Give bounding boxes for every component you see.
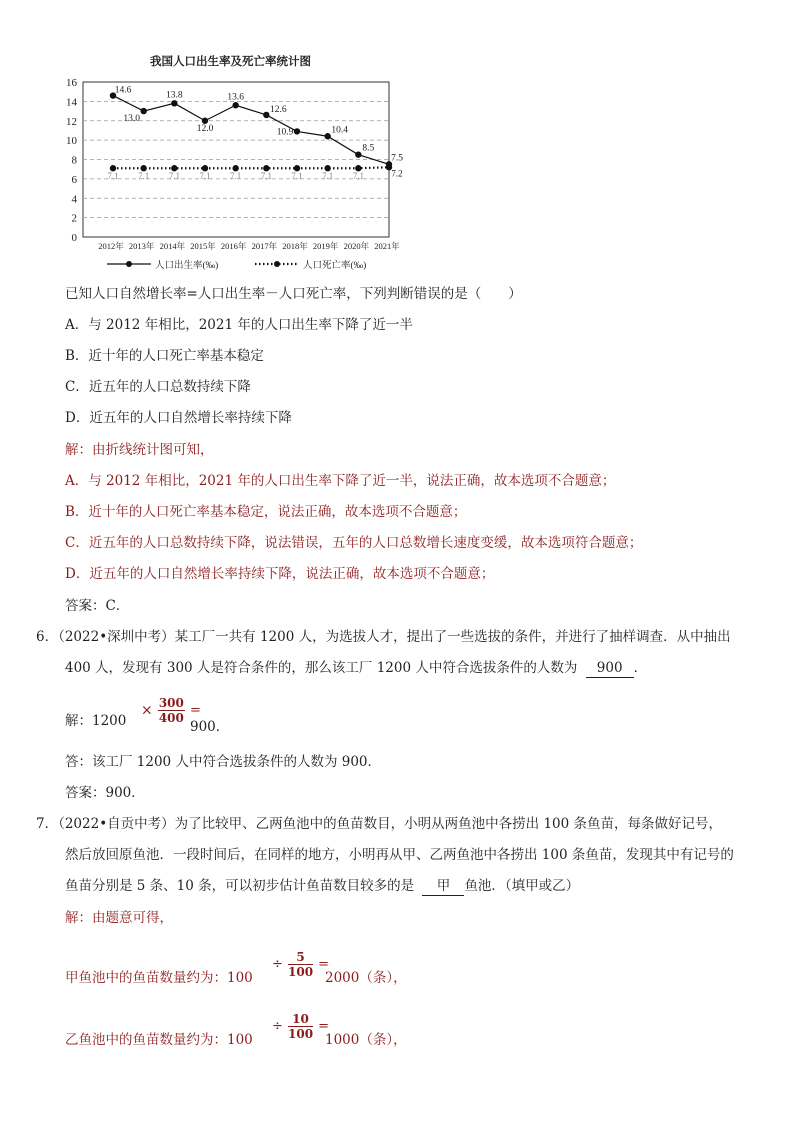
q7-jia-formula xyxy=(272,950,329,979)
q7-jia-label: 甲鱼池中的鱼苗数量约为：100 xyxy=(65,970,253,986)
y-tick-label: 14 xyxy=(66,96,77,109)
x-tick-label: 2021年 xyxy=(374,241,400,251)
q6-line1: 6．（2022•深圳中考）某工厂一共有 1200 人，为选拔人才，提出了一些选拔的条件，并进行了抽样调查．从中抽出 xyxy=(36,629,731,645)
data-label: 7.1 xyxy=(138,171,150,182)
x-tick-label: 2012年 xyxy=(98,241,124,251)
q7-line3-end: 鱼池．（填甲或乙） xyxy=(464,878,580,894)
q7-line3 xyxy=(65,877,579,896)
data-point xyxy=(324,133,330,139)
q6-answer: 答案：900． xyxy=(65,785,145,801)
q7-line3-text: 鱼苗分别是 5 条、10 条，可以初步估计鱼苗数目较多的是 xyxy=(65,878,415,894)
x-tick-label: 2013年 xyxy=(128,241,155,251)
x-tick-label: 2015年 xyxy=(190,241,216,251)
legend-label-death: 人口死亡率(‰) xyxy=(303,261,367,271)
data-point xyxy=(232,102,238,108)
q7-jia-result: 2000（条）， xyxy=(325,970,407,986)
q6-result: 900． xyxy=(190,719,230,735)
q5-solution-b: B．近十年的人口死亡率基本稳定，说法正确，故本选项不合题意； xyxy=(65,504,467,520)
y-tick-label: 12 xyxy=(66,115,77,128)
q7-yi-fraction xyxy=(288,1012,313,1041)
data-label: 7.1 xyxy=(260,171,272,182)
equals-symbol: = xyxy=(318,957,330,972)
q5-stem: 已知人口自然增长率=人口出生率－人口死亡率，下列判断错误的是（ ） xyxy=(65,286,522,302)
q7-yi-formula xyxy=(272,1012,329,1041)
data-point xyxy=(263,112,269,118)
times-symbol: × xyxy=(141,702,153,719)
q5-option-c: C．近五年的人口总数持续下降 xyxy=(65,379,251,395)
y-tick-label: 16 xyxy=(66,77,77,89)
data-label: 12.6 xyxy=(270,104,287,115)
q5-answer: 答案：C． xyxy=(65,598,130,614)
q7-yi-label: 乙鱼池中的鱼苗数量约为：100 xyxy=(65,1032,253,1048)
q6-fraction-numerator: 300 xyxy=(158,696,184,710)
q7-line2: 然后放回原鱼池．一段时间后，在同样的地方，小明再从甲、乙两鱼池中各捞出 100 条鱼苗，发现其中有记号的 xyxy=(65,847,734,863)
q7-yi-numerator: 10 xyxy=(288,1012,313,1027)
q7-yi-result: 1000（条）， xyxy=(325,1032,407,1048)
data-label: 13.0 xyxy=(123,114,140,125)
series-line-death-rate xyxy=(113,167,389,168)
q7-jia-denominator: 100 xyxy=(288,965,314,979)
x-tick-label: 2019年 xyxy=(312,241,339,251)
q6-line2-text: 400 人，发现有 300 人是符合条件的，那么该工厂 1200 人中符合选拔条件的人数为 xyxy=(65,660,578,676)
data-point xyxy=(294,128,300,134)
divide-symbol: ÷ xyxy=(272,957,283,972)
x-tick-label: 2016年 xyxy=(220,241,247,251)
data-point xyxy=(171,100,177,106)
q7-answer-blank: 甲 xyxy=(422,877,464,896)
equals-symbol: = xyxy=(318,1019,330,1034)
q6-solution-label: 解：1200 xyxy=(65,713,127,729)
legend-label-birth: 人口出生率(‰) xyxy=(155,261,219,271)
data-label: 8.5 xyxy=(362,143,375,154)
q7-yi-denominator: 100 xyxy=(288,1027,314,1041)
data-label: 7.2 xyxy=(391,168,403,179)
q5-option-a: A．与 2012 年相比，2021 年的人口出生率下降了近一半 xyxy=(65,317,413,333)
y-tick-label: 6 xyxy=(71,173,77,186)
data-label: 7.1 xyxy=(230,171,242,182)
x-tick-label: 2014年 xyxy=(159,241,186,251)
data-label: 7.1 xyxy=(322,171,334,182)
q6-reply: 答：该工厂 1200 人中符合选拔条件的人数为 900． xyxy=(65,754,381,770)
q6-fraction xyxy=(158,696,185,725)
y-tick-label: 2 xyxy=(71,212,77,225)
data-point xyxy=(140,108,146,114)
x-tick-label: 2018年 xyxy=(282,241,308,251)
data-point xyxy=(355,151,361,157)
y-tick-label: 10 xyxy=(66,135,77,148)
y-tick-label: 4 xyxy=(71,193,77,206)
data-label: 10.4 xyxy=(331,125,348,136)
q7-line1: 7．（2022•自贡中考）为了比较甲、乙两鱼池中的鱼苗数目，小明从两鱼池中各捞出 100 条鱼苗，每条做好记号， xyxy=(36,816,723,832)
x-tick-label: 2020年 xyxy=(343,241,370,251)
q5-solution-a: A．与 2012 年相比，2021 年的人口出生率下降了近一半，说法正确，故本选项不合题意； xyxy=(65,473,616,489)
data-label: 13.8 xyxy=(166,90,183,101)
q6-line2 xyxy=(65,659,647,678)
q5-option-d: D．近五年的人口自然增长率持续下降 xyxy=(65,410,292,426)
q5-solution-c: C．近五年的人口总数持续下降，说法错误，五年的人口总数增长速度变缓，故本选项符合题意； xyxy=(65,535,643,551)
y-tick-label: 8 xyxy=(71,154,77,167)
legend-marker-death xyxy=(274,261,280,267)
data-label: 12.0 xyxy=(196,123,214,134)
equals-symbol: = xyxy=(189,703,201,718)
x-tick-label: 2017年 xyxy=(251,241,278,251)
data-label: 14.6 xyxy=(114,85,132,96)
legend-marker-birth xyxy=(126,261,132,267)
q5-solution-d: D．近五年的人口自然增长率持续下降，说法正确，故本选项不合题意； xyxy=(65,566,495,582)
q7-jia-fraction xyxy=(288,950,313,979)
y-tick-label: 0 xyxy=(71,232,77,244)
q5-option-b: B．近十年的人口死亡率基本稳定 xyxy=(65,348,264,364)
chart-title: 我国人口出生率及死亡率统计图 xyxy=(150,54,311,68)
data-label: 7.1 xyxy=(107,171,119,182)
data-label: 7.5 xyxy=(391,153,403,164)
q6-fraction-denominator: 400 xyxy=(158,711,184,725)
data-label: 13.6 xyxy=(227,92,244,103)
data-label: 7.1 xyxy=(352,171,364,182)
q7-solution-intro: 解：由题意可得， xyxy=(65,910,173,926)
q6-answer-blank: 900 xyxy=(586,659,634,678)
q6-line2-end: ． xyxy=(633,660,648,676)
q7-jia-numerator: 5 xyxy=(288,950,313,965)
data-label: 7.1 xyxy=(199,171,211,182)
divide-symbol: ÷ xyxy=(272,1019,283,1034)
data-label: 7.1 xyxy=(291,171,303,182)
population-line-chart xyxy=(55,70,425,285)
q5-solution-intro: 解：由折线统计图可知， xyxy=(65,442,214,458)
data-label: 10.9 xyxy=(276,127,294,138)
data-label: 7.1 xyxy=(168,171,180,182)
